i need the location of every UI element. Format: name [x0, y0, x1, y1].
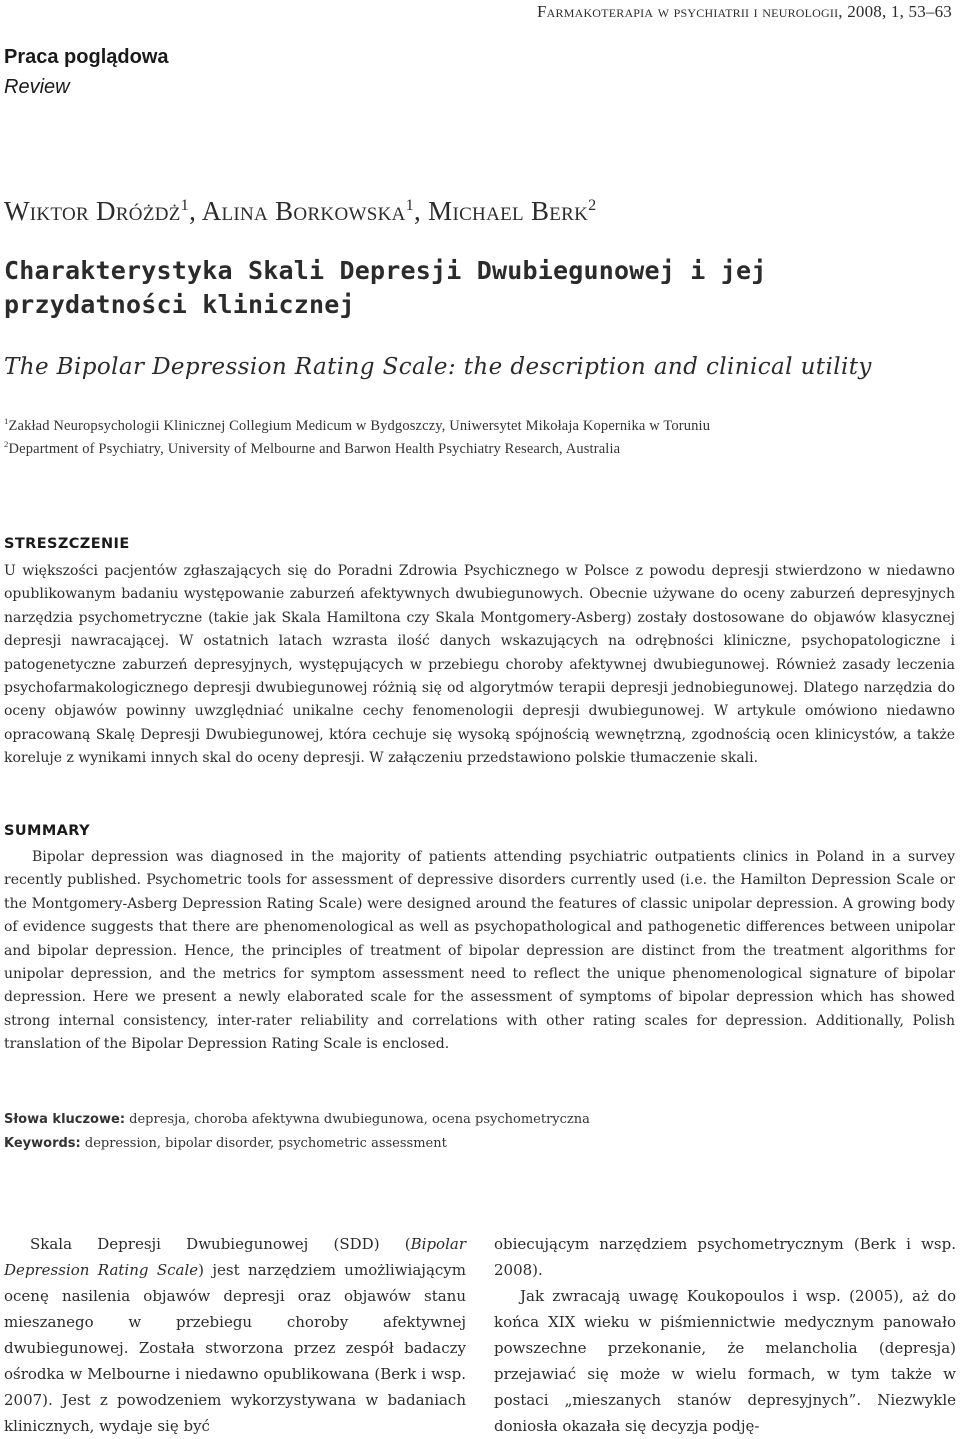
keywords-polish-text: depresja, choroba afektywna dwubiegunowa, ocena psychometryczna: [129, 1112, 590, 1127]
author-name: Wiktor Dróżdż: [4, 196, 181, 226]
keywords-english: [4, 1136, 447, 1151]
body-column-left: [4, 1231, 466, 1439]
title-polish-line-1: Charakterystyka Skali Depresji Dwubiegunowej i jej: [4, 256, 767, 285]
author-name: Alina Borkowska: [201, 196, 406, 226]
author-separator: ,: [189, 196, 202, 226]
body-text-italic: Bipolar Depression Rating Scale: [4, 1235, 466, 1279]
affiliation-1: [4, 418, 710, 435]
affiliation-number: 2: [4, 439, 9, 450]
body-text: ) jest narzędziem umożliwiającym ocenę nasilenia objawów depresji oraz objawów stanu mieszanego w przebiegu choroby afektywnej dwubiegunowej. Została stworzona przez zespół badaczy ośrodka w Melbourne i niedawno opublikowana (Berk i wsp. 2007). Jest z powodzeniem wykorzystywana w badaniach klinicznych, wydaje się być: [4, 1261, 466, 1435]
summary-text: Bipolar depression was diagnosed in the majority of patients attending psychiatric outpatients clinics in Poland in a survey recently published. Psychometric tools for assessment of depressive disorders currently used (i.e. the Hamilton Depression Scale or the Montgomery-Asberg Depression Rating Scale) were designed around the features of classic unipolar depression. A growing body of evidence suggests that there are phenomenological as well as psychopathological and pathogenetic differences between unipolar and bipolar depression. Hence, the principles of treatment of bipolar depression are distinct from the treatment algorithms for unipolar depression, and the metrics for symptom assessment need to reflect the unique phenomenological signature of bipolar depression. Here we present a newly elaborated scale for the assessment of symptoms of bipolar depression which has showed strong internal consistency, inter-rater reliability and correlations with other rating scales for depression. Additionally, Polish translation of the Bipolar Depression Rating Scale is enclosed.: [4, 849, 955, 1053]
affiliation-2: [4, 441, 620, 458]
author-separator: ,: [414, 196, 429, 226]
title-polish: [4, 254, 944, 322]
body-paragraph: [4, 1231, 466, 1439]
body-paragraph: obiecującym narzędziem psychometrycznym (Berk i wsp. 2008).: [494, 1235, 956, 1279]
streszczenie-heading: STRESZCZENIE: [4, 536, 130, 552]
body-paragraph: Jak zwracają uwagę Koukopoulos i wsp. (2005), aż do końca XIX wieku w piśmiennictwie medycznym panowało powszechne przekonanie, że melancholia (depresja) przejawiać się może w wielu formach, w tym także w postaci „mieszanych stanów depresyjnych”. Niezwykle doniosła okazała się decyzja podję-: [494, 1287, 956, 1435]
title-polish-line-2: przydatności klinicznej: [4, 290, 355, 319]
affiliation-number: 1: [4, 416, 9, 427]
body-column-right: [494, 1231, 956, 1439]
running-head: Farmakoterapia w psychiatrii i neurologii, 2008, 1, 53–63: [536, 2, 952, 21]
title-english: The Bipolar Depression Rating Scale: the description and clinical utility: [4, 354, 872, 380]
author-name: Michael Berk: [428, 196, 589, 226]
keywords-polish: [4, 1112, 590, 1127]
streszczenie-text: U większości pacjentów zgłaszających się do Poradni Zdrowia Psychicznego w Polsce z powodu depresji stwierdzono w niedawno opublikowanym badaniu występowanie zaburzeń afektywnych dwubiegunowych. Obecnie używane do oceny zaburzeń depresyjnych narzędzia psychometryczne (takie jak Skala Hamiltona czy Skala Montgomery-Asberg) zostały dostosowane do objawów klasycznej depresji nawracającej. W ostatnich latach wzrasta ilość danych wskazujących na odrębności kliniczne, psychopatologiczne i patogenetyczne zaburzeń depresyjnych, występujących w przebiegu choroby afektywnej dwubiegunowej. Również zasady leczenia psychofarmakologicznego depresji dwubiegunowej różnią się od algorytmów terapii depresji jednobiegunowej. Dlatego narzędzia do oceny objawów powinny uwzględniać unikalne cechy fenomenologii depresji dwubiegunowej. W artykule omówiono niedawno opracowaną Skalę Depresji Dwubiegunowej, która cechuje się wysoką spójnością wewnętrzną, zgodnością ocen klinicystów, a także koreluje z wynikami innych skal do oceny depresji. W załączeniu przedstawiono polskie tłumaczenie skali.: [4, 563, 955, 767]
summary-heading: SUMMARY: [4, 823, 90, 839]
keywords-english-text: depression, bipolar disorder, psychometric assessment: [84, 1136, 447, 1151]
affiliation-text: Zakład Neuropsychologii Klinicznej Collegium Medicum w Bydgoszczy, Uniwersytet Mikołaja Kopernika w Toruniu: [8, 418, 711, 434]
article-type-en: Review: [4, 76, 70, 98]
keywords-english-label: Keywords:: [4, 1136, 81, 1151]
article-type-pl: Praca poglądowa: [4, 46, 169, 68]
author-affiliation-mark: 1: [180, 196, 190, 214]
keywords-polish-label: Słowa kluczowe:: [4, 1112, 126, 1127]
author-list: [4, 196, 597, 227]
body-text: Skala Depresji Dwubiegunowej (SDD) (: [30, 1235, 411, 1253]
author-affiliation-mark: 1: [405, 196, 415, 214]
affiliation-text: Department of Psychiatry, University of Melbourne and Barwon Health Psychiatry Research, Australia: [8, 441, 621, 457]
author-affiliation-mark: 2: [588, 196, 597, 214]
